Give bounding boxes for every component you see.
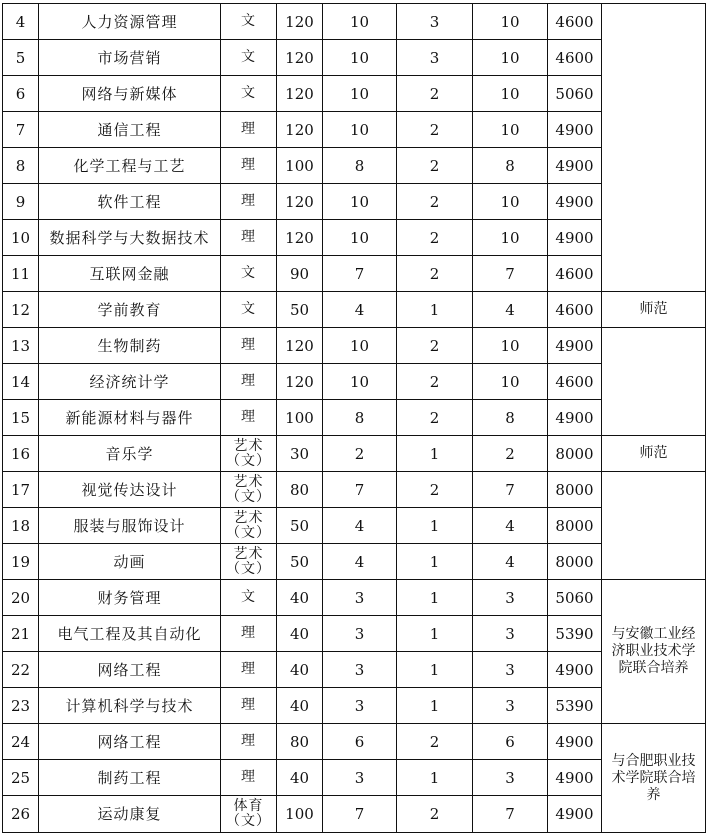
subject-category xyxy=(221,112,277,148)
count-column-a: 3 xyxy=(323,760,397,796)
count-column-b: 2 xyxy=(397,796,473,833)
subject-category-line: 理 xyxy=(241,157,256,173)
table-row xyxy=(3,292,706,328)
count-column-a: 7 xyxy=(323,256,397,292)
subject-category-line: 文 xyxy=(241,49,256,65)
table-row xyxy=(3,220,706,256)
enrollment-plan: 120 xyxy=(277,4,323,40)
count-column-a: 8 xyxy=(323,400,397,436)
table-row xyxy=(3,724,706,760)
enrollment-plan: 120 xyxy=(277,220,323,256)
enrollment-plan: 40 xyxy=(277,580,323,616)
count-column-b: 2 xyxy=(397,364,473,400)
major-name: 运动康复 xyxy=(39,796,221,833)
row-number: 22 xyxy=(3,652,39,688)
table-row xyxy=(3,400,706,436)
row-number: 14 xyxy=(3,364,39,400)
count-column-c: 4 xyxy=(473,508,548,544)
subject-category xyxy=(221,184,277,220)
enrollment-plan: 120 xyxy=(277,184,323,220)
row-number: 20 xyxy=(3,580,39,616)
subject-category xyxy=(221,688,277,724)
major-name: 电气工程及其自动化 xyxy=(39,616,221,652)
table-row xyxy=(3,544,706,580)
count-column-c: 7 xyxy=(473,256,548,292)
remark-cell: 与安徽工业经济职业技术学院联合培养 xyxy=(602,580,706,724)
count-column-b: 1 xyxy=(397,292,473,328)
subject-category-line: 理 xyxy=(241,193,256,209)
table-row xyxy=(3,4,706,40)
subject-category xyxy=(221,436,277,472)
row-number: 24 xyxy=(3,724,39,760)
tuition-fee: 4900 xyxy=(548,220,602,256)
row-number: 15 xyxy=(3,400,39,436)
tuition-fee: 4900 xyxy=(548,112,602,148)
major-name: 互联网金融 xyxy=(39,256,221,292)
tuition-fee: 5390 xyxy=(548,616,602,652)
enrollment-plan: 40 xyxy=(277,616,323,652)
tuition-fee: 5060 xyxy=(548,76,602,112)
row-number: 13 xyxy=(3,328,39,364)
enrollment-plan: 40 xyxy=(277,760,323,796)
table-row xyxy=(3,472,706,508)
tuition-fee: 4600 xyxy=(548,364,602,400)
tuition-fee: 4900 xyxy=(548,652,602,688)
subject-category-line: （文） xyxy=(226,452,271,469)
tuition-fee: 4900 xyxy=(548,724,602,760)
count-column-a: 10 xyxy=(323,112,397,148)
tuition-fee: 4900 xyxy=(548,400,602,436)
subject-category-line: 理 xyxy=(241,769,256,785)
enrollment-plan: 120 xyxy=(277,76,323,112)
tuition-fee: 8000 xyxy=(548,472,602,508)
count-column-b: 2 xyxy=(397,220,473,256)
tuition-fee: 5390 xyxy=(548,688,602,724)
subject-category xyxy=(221,796,277,833)
count-column-c: 10 xyxy=(473,112,548,148)
subject-category-line: 理 xyxy=(241,337,256,353)
tuition-fee: 4900 xyxy=(548,796,602,833)
enrollment-plan: 120 xyxy=(277,364,323,400)
subject-category-line: 理 xyxy=(241,661,256,677)
major-name: 化学工程与工艺 xyxy=(39,148,221,184)
row-number: 10 xyxy=(3,220,39,256)
enrollment-plan: 100 xyxy=(277,400,323,436)
subject-category xyxy=(221,508,277,544)
subject-category xyxy=(221,76,277,112)
count-column-b: 3 xyxy=(397,40,473,76)
enrollment-plan: 40 xyxy=(277,688,323,724)
count-column-c: 8 xyxy=(473,148,548,184)
subject-category xyxy=(221,364,277,400)
row-number: 7 xyxy=(3,112,39,148)
enrollment-plan: 50 xyxy=(277,544,323,580)
subject-category xyxy=(221,580,277,616)
count-column-b: 1 xyxy=(397,688,473,724)
tuition-fee: 4600 xyxy=(548,292,602,328)
count-column-a: 2 xyxy=(323,436,397,472)
enrollment-plan: 100 xyxy=(277,148,323,184)
table-row xyxy=(3,760,706,796)
row-number: 5 xyxy=(3,40,39,76)
row-number: 26 xyxy=(3,796,39,833)
count-column-a: 4 xyxy=(323,292,397,328)
count-column-c: 7 xyxy=(473,472,548,508)
tuition-fee: 8000 xyxy=(548,508,602,544)
table-row xyxy=(3,112,706,148)
subject-category-line: 理 xyxy=(241,697,256,713)
count-column-b: 1 xyxy=(397,652,473,688)
count-column-b: 2 xyxy=(397,112,473,148)
subject-category xyxy=(221,760,277,796)
count-column-c: 10 xyxy=(473,184,548,220)
major-name: 动画 xyxy=(39,544,221,580)
enrollment-plan: 30 xyxy=(277,436,323,472)
major-name: 经济统计学 xyxy=(39,364,221,400)
subject-category-line: 理 xyxy=(241,625,256,641)
table-row xyxy=(3,580,706,616)
count-column-c: 10 xyxy=(473,40,548,76)
subject-category xyxy=(221,616,277,652)
remark-cell: 与合肥职业技术学院联合培养 xyxy=(602,724,706,833)
count-column-c: 3 xyxy=(473,616,548,652)
count-column-a: 7 xyxy=(323,472,397,508)
subject-category-line: （文） xyxy=(226,524,271,541)
row-number: 6 xyxy=(3,76,39,112)
subject-category xyxy=(221,256,277,292)
subject-category-line: 文 xyxy=(241,265,256,281)
tuition-fee: 4600 xyxy=(548,256,602,292)
count-column-c: 10 xyxy=(473,220,548,256)
subject-category-line: 文 xyxy=(241,589,256,605)
row-number: 23 xyxy=(3,688,39,724)
count-column-a: 3 xyxy=(323,688,397,724)
subject-category-line: 艺术 xyxy=(233,545,264,562)
row-number: 9 xyxy=(3,184,39,220)
major-name: 新能源材料与器件 xyxy=(39,400,221,436)
tuition-fee: 4900 xyxy=(548,760,602,796)
remark-cell xyxy=(602,4,706,292)
subject-category xyxy=(221,724,277,760)
count-column-b: 2 xyxy=(397,472,473,508)
major-name: 财务管理 xyxy=(39,580,221,616)
count-column-c: 10 xyxy=(473,364,548,400)
subject-category xyxy=(221,544,277,580)
count-column-c: 4 xyxy=(473,292,548,328)
subject-category-line: 文 xyxy=(241,85,256,101)
count-column-a: 3 xyxy=(323,580,397,616)
major-name: 生物制药 xyxy=(39,328,221,364)
major-name: 市场营销 xyxy=(39,40,221,76)
major-name: 服装与服饰设计 xyxy=(39,508,221,544)
subject-category-line: 理 xyxy=(241,373,256,389)
row-number: 25 xyxy=(3,760,39,796)
count-column-c: 4 xyxy=(473,544,548,580)
subject-category xyxy=(221,220,277,256)
count-column-a: 3 xyxy=(323,652,397,688)
count-column-c: 3 xyxy=(473,760,548,796)
table-row xyxy=(3,688,706,724)
count-column-b: 2 xyxy=(397,76,473,112)
count-column-b: 1 xyxy=(397,760,473,796)
remark-cell: 师范 xyxy=(602,292,706,328)
enrollment-plan-table xyxy=(2,3,706,833)
enrollment-plan: 90 xyxy=(277,256,323,292)
table-row xyxy=(3,652,706,688)
count-column-b: 2 xyxy=(397,256,473,292)
count-column-a: 10 xyxy=(323,76,397,112)
enrollment-plan: 80 xyxy=(277,724,323,760)
count-column-a: 3 xyxy=(323,616,397,652)
subject-category xyxy=(221,40,277,76)
tuition-fee: 8000 xyxy=(548,544,602,580)
tuition-fee: 4600 xyxy=(548,40,602,76)
count-column-b: 1 xyxy=(397,508,473,544)
table-row xyxy=(3,796,706,833)
subject-category-line: 艺术 xyxy=(233,509,264,526)
row-number: 18 xyxy=(3,508,39,544)
count-column-c: 3 xyxy=(473,652,548,688)
row-number: 21 xyxy=(3,616,39,652)
subject-category-line: （文） xyxy=(226,488,271,505)
count-column-c: 2 xyxy=(473,436,548,472)
row-number: 16 xyxy=(3,436,39,472)
table-row xyxy=(3,328,706,364)
count-column-a: 10 xyxy=(323,364,397,400)
enrollment-plan: 120 xyxy=(277,40,323,76)
count-column-b: 1 xyxy=(397,544,473,580)
major-name: 通信工程 xyxy=(39,112,221,148)
count-column-a: 6 xyxy=(323,724,397,760)
tuition-fee: 4900 xyxy=(548,148,602,184)
major-name: 音乐学 xyxy=(39,436,221,472)
subject-category-line: （文） xyxy=(226,813,271,829)
count-column-c: 3 xyxy=(473,580,548,616)
subject-category xyxy=(221,400,277,436)
subject-category-line: 文 xyxy=(241,13,256,29)
table-row xyxy=(3,436,706,472)
subject-category xyxy=(221,472,277,508)
subject-category-line: 文 xyxy=(241,301,256,317)
count-column-c: 6 xyxy=(473,724,548,760)
count-column-a: 4 xyxy=(323,508,397,544)
enrollment-plan: 80 xyxy=(277,472,323,508)
major-name: 网络与新媒体 xyxy=(39,76,221,112)
count-column-c: 10 xyxy=(473,76,548,112)
table-row xyxy=(3,256,706,292)
major-name: 网络工程 xyxy=(39,724,221,760)
table-row xyxy=(3,76,706,112)
count-column-a: 10 xyxy=(323,328,397,364)
count-column-a: 8 xyxy=(323,148,397,184)
major-name: 学前教育 xyxy=(39,292,221,328)
subject-category-line: 体育 xyxy=(233,798,264,814)
tuition-fee: 4900 xyxy=(548,184,602,220)
subject-category-line: 艺术 xyxy=(233,473,264,490)
count-column-b: 1 xyxy=(397,616,473,652)
table-row xyxy=(3,364,706,400)
subject-category xyxy=(221,292,277,328)
major-name: 计算机科学与技术 xyxy=(39,688,221,724)
subject-category xyxy=(221,652,277,688)
count-column-b: 2 xyxy=(397,400,473,436)
row-number: 17 xyxy=(3,472,39,508)
count-column-a: 10 xyxy=(323,184,397,220)
major-name: 人力资源管理 xyxy=(39,4,221,40)
subject-category-line: 艺术 xyxy=(233,437,264,454)
table-row xyxy=(3,184,706,220)
count-column-b: 2 xyxy=(397,328,473,364)
count-column-c: 10 xyxy=(473,328,548,364)
count-column-b: 2 xyxy=(397,148,473,184)
count-column-a: 4 xyxy=(323,544,397,580)
remark-cell xyxy=(602,472,706,580)
count-column-a: 10 xyxy=(323,220,397,256)
count-column-c: 7 xyxy=(473,796,548,833)
major-name: 数据科学与大数据技术 xyxy=(39,220,221,256)
table-body xyxy=(3,4,706,833)
major-name: 软件工程 xyxy=(39,184,221,220)
subject-category-line: 理 xyxy=(241,733,256,749)
table-row xyxy=(3,616,706,652)
count-column-c: 10 xyxy=(473,4,548,40)
count-column-c: 8 xyxy=(473,400,548,436)
major-name: 视觉传达设计 xyxy=(39,472,221,508)
major-name: 网络工程 xyxy=(39,652,221,688)
table-row xyxy=(3,40,706,76)
subject-category xyxy=(221,328,277,364)
enrollment-plan: 100 xyxy=(277,796,323,833)
count-column-b: 3 xyxy=(397,4,473,40)
table-row xyxy=(3,508,706,544)
enrollment-plan: 40 xyxy=(277,652,323,688)
subject-category-line: （文） xyxy=(226,560,271,577)
count-column-b: 2 xyxy=(397,724,473,760)
subject-category-line: 理 xyxy=(241,409,256,425)
row-number: 12 xyxy=(3,292,39,328)
remark-cell xyxy=(602,328,706,436)
enrollment-plan: 50 xyxy=(277,292,323,328)
subject-category-line: 理 xyxy=(241,229,256,245)
major-name: 制药工程 xyxy=(39,760,221,796)
tuition-fee: 8000 xyxy=(548,436,602,472)
count-column-a: 7 xyxy=(323,796,397,833)
enrollment-plan: 120 xyxy=(277,328,323,364)
table-row xyxy=(3,148,706,184)
remark-cell: 师范 xyxy=(602,436,706,472)
enrollment-plan: 50 xyxy=(277,508,323,544)
subject-category xyxy=(221,4,277,40)
tuition-fee: 4600 xyxy=(548,4,602,40)
count-column-a: 10 xyxy=(323,4,397,40)
subject-category-line: 理 xyxy=(241,121,256,137)
row-number: 19 xyxy=(3,544,39,580)
count-column-b: 1 xyxy=(397,580,473,616)
row-number: 4 xyxy=(3,4,39,40)
tuition-fee: 5060 xyxy=(548,580,602,616)
count-column-b: 1 xyxy=(397,436,473,472)
subject-category xyxy=(221,148,277,184)
enrollment-plan: 120 xyxy=(277,112,323,148)
row-number: 8 xyxy=(3,148,39,184)
count-column-a: 10 xyxy=(323,40,397,76)
tuition-fee: 4900 xyxy=(548,328,602,364)
count-column-c: 3 xyxy=(473,688,548,724)
row-number: 11 xyxy=(3,256,39,292)
count-column-b: 2 xyxy=(397,184,473,220)
